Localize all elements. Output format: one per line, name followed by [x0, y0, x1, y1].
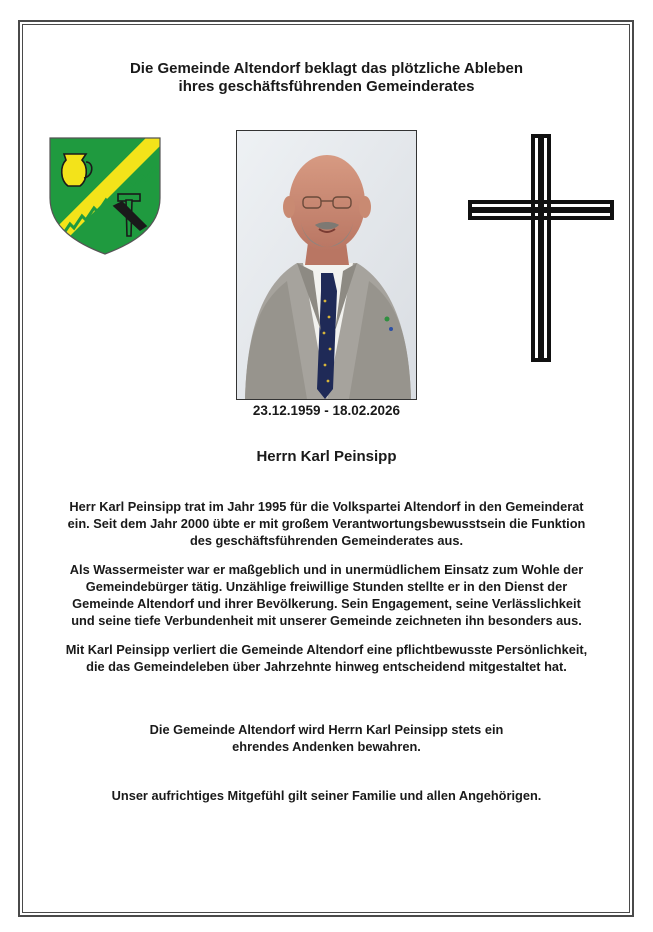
text-line: Gemeindebürger tätig. Unzählige freiwillige Stunden stellte er in den Dienst der — [85, 579, 568, 594]
text-line: Mit Karl Peinsipp verliert die Gemeinde Altendorf eine pflichtbewusste Persönlichkeit, — [65, 642, 588, 657]
text-line: Herr Karl Peinsipp trat im Jahr 1995 für die Volkspartei Altendorf in den Gemeinderat — [69, 499, 584, 514]
headline — [60, 60, 593, 96]
text-line: Unser aufrichtiges Mitgefühl gilt seiner Familie und allen Angehörigen. — [111, 788, 542, 803]
paragraph-legacy — [40, 641, 613, 675]
text-line: ehrendes Andenken bewahren. — [232, 739, 421, 754]
deceased-name: Herrn Karl Peinsipp — [256, 448, 397, 465]
text-line: und seine tiefe Verbundenheit mit unserer Gemeinde zeichneten ihn besonders aus. — [71, 613, 582, 628]
paragraph-condolence — [40, 787, 613, 804]
headline-line-1: Die Gemeinde Altendorf beklagt das plötzliche Ableben — [129, 60, 524, 77]
paragraph-career — [40, 498, 613, 549]
coat-of-arms-icon — [48, 136, 162, 256]
life-dates: 23.12.1959 - 18.02.2026 — [252, 403, 401, 418]
text-line: Die Gemeinde Altendorf wird Herrn Karl Peinsipp stets ein — [149, 722, 504, 737]
portrait-photo — [236, 130, 417, 400]
text-line: Als Wassermeister war er maßgeblich und in unermüdlichem Einsatz zum Wohle der — [69, 562, 584, 577]
text-line: ein. Seit dem Jahr 2000 übte er mit großem Verantwortungsbewusstsein die Funktion — [67, 516, 586, 531]
paragraph-service — [40, 561, 613, 629]
double-cross-icon — [466, 134, 616, 364]
text-line: des geschäftsführenden Gemeinderates aus. — [189, 533, 464, 548]
text-line: Gemeinde Altendorf und ihrer Bevölkerung. Sein Engagement, seine Verlässlichkeit — [72, 596, 581, 611]
paragraph-remembrance — [40, 721, 613, 755]
text-line: die das Gemeindeleben über Jahrzehnte hinweg entscheidend mitgestaltet hat. — [86, 659, 567, 674]
headline-line-2: ihres geschäftsführenden Gemeinderates — [178, 78, 475, 95]
